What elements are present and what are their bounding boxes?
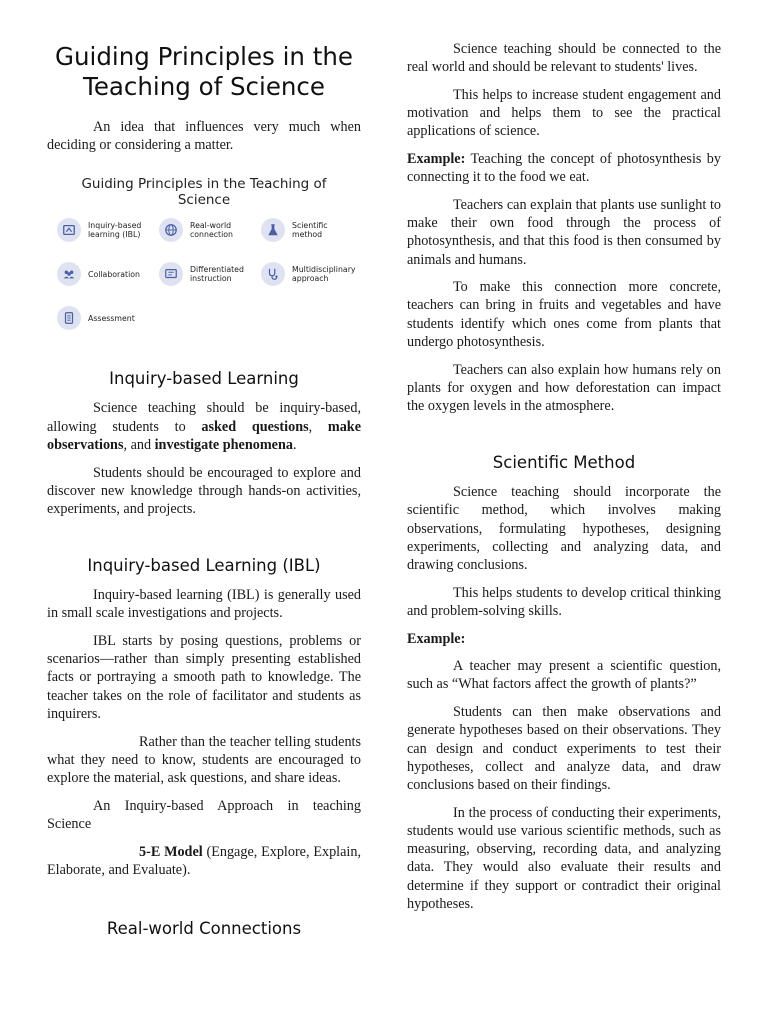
instruction-icon xyxy=(159,262,183,286)
text-span: . xyxy=(292,436,297,453)
infographic-grid xyxy=(47,218,361,336)
rwc-paragraph-4: Teachers can explain that plants use sunlight to make their own food through the process of photosynthesis, and that this food is then consumed by animals and humans. xyxy=(407,196,721,268)
bold-term: asked questions xyxy=(201,418,309,435)
rwc-paragraph-6: Teachers can also explain how humans rely on plants for oxygen and how deforestation can impact the oxygen levels in the atmosphere. xyxy=(407,361,721,414)
text-span: , xyxy=(308,418,328,435)
sci-example-label xyxy=(407,630,721,648)
bold-term: Example: xyxy=(407,151,466,168)
principle-item-scientific xyxy=(261,218,354,242)
ibl2-paragraph-3: Rather than the teacher telling students what they need to know, students are encouraged to explore the material, ask questions, and share ideas. xyxy=(47,733,361,786)
ibl2-paragraph-4: An Inquiry-based Approach in teaching Science xyxy=(47,797,361,832)
left-column xyxy=(47,40,361,939)
principle-label: Scientific method xyxy=(292,221,328,240)
principle-item-differentiated xyxy=(159,262,252,286)
ibl2-paragraph-5 xyxy=(47,843,361,879)
sci-paragraph-5: In the process of conducting their experiments, students would use various scientific methods, such as measuring, observing, recording data, and analyzing data. They would also evaluate their results and determine if they support or contradict their original hypotheses. xyxy=(407,804,721,912)
principle-item-real-world xyxy=(159,218,252,242)
rwc-paragraph-1: Science teaching should be connected to the real world and should be relevant to students' lives. xyxy=(407,41,721,76)
text-span: Science teaching should be inquiry-based, allowing students to xyxy=(47,400,361,435)
checklist-icon xyxy=(57,306,81,330)
principle-label: Real-world connection xyxy=(190,221,233,240)
page-title: Guiding Principles in the Teaching of Science xyxy=(55,42,353,101)
sci-paragraph-4: Students can then make observations and generate hypotheses based on their observations. They can design and conduct experiments to test their hypotheses, collect and analyze data, and draw conclusions based on their findings. xyxy=(407,704,721,793)
bold-term: make observations xyxy=(47,418,361,453)
principle-item-multidisciplinary xyxy=(261,262,354,286)
principle-item-collaboration xyxy=(57,262,150,286)
principle-label: Differentiated instruction xyxy=(190,265,244,284)
principles-infographic xyxy=(47,176,361,336)
principle-item-assessment xyxy=(57,306,150,330)
principle-label: Multidisciplinary approach xyxy=(292,265,356,284)
text-span: , and xyxy=(123,436,155,453)
principle-label: Assessment xyxy=(88,313,135,323)
people-icon xyxy=(57,262,81,286)
ibl2-paragraph-1: Inquiry-based learning (IBL) is generally used in small scale investigations and projects. xyxy=(47,587,361,622)
bold-term: investigate phenomena xyxy=(154,436,293,453)
section-heading-real-world: Real-world Connections xyxy=(106,918,302,938)
sci-paragraph-1: Science teaching should incorporate the scientific method, which involves making observations, formulating hypotheses, designing experiments, collecting and analyzing data, and drawing conclusions. xyxy=(407,484,721,573)
inquiry-icon xyxy=(57,218,81,242)
globe-icon xyxy=(159,218,183,242)
bold-term: 5-E Model xyxy=(139,843,203,860)
ibl-paragraph-1 xyxy=(47,399,361,454)
right-column xyxy=(407,40,721,922)
principle-label: Inquiry-based learning (IBL) xyxy=(88,221,142,240)
rwc-paragraph-2: This helps to increase student engagement and motivation and helps them to see the practical applications of science. xyxy=(407,86,721,140)
bold-term: Example: xyxy=(407,630,466,647)
section-heading-scientific-method: Scientific Method xyxy=(492,453,636,473)
flask-icon xyxy=(261,218,285,242)
section-heading-ibl: Inquiry-based Learning (IBL) xyxy=(87,556,321,576)
ibl2-paragraph-2: IBL starts by posing questions, problems or scenarios—rather than simply presenting established facts or portraying a smooth path to knowledge. The teacher takes on the role of facilitator and students as inquirers. xyxy=(47,633,361,722)
sci-paragraph-3: A teacher may present a scientific question, such as “What factors affect the growth of plants?” xyxy=(407,658,721,693)
rwc-example xyxy=(407,150,721,186)
sci-paragraph-2: This helps students to develop critical thinking and problem-solving skills. xyxy=(407,584,721,619)
section-heading-inquiry-learning: Inquiry-based Learning xyxy=(109,369,299,389)
principle-label: Collaboration xyxy=(88,269,140,279)
stethoscope-icon xyxy=(261,262,285,286)
text-span: (Engage, Explore, Explain, Elaborate, and Evaluate). xyxy=(47,843,361,878)
intro-paragraph: An idea that influences very much when deciding or considering a matter. xyxy=(47,119,361,154)
infographic-title: Guiding Principles in the Teaching of Science xyxy=(81,176,327,209)
text-span: Teaching the concept of photosynthesis by connecting it to the food we eat. xyxy=(407,151,721,186)
ibl-paragraph-2: Students should be encouraged to explore and discover new knowledge through hands-on activities, experiments, and projects. xyxy=(47,464,361,517)
rwc-paragraph-5: To make this connection more concrete, teachers can bring in fruits and vegetables and have students identify which ones come from plants that undergo photosynthesis. xyxy=(407,279,721,350)
principle-item-inquiry xyxy=(57,218,150,242)
